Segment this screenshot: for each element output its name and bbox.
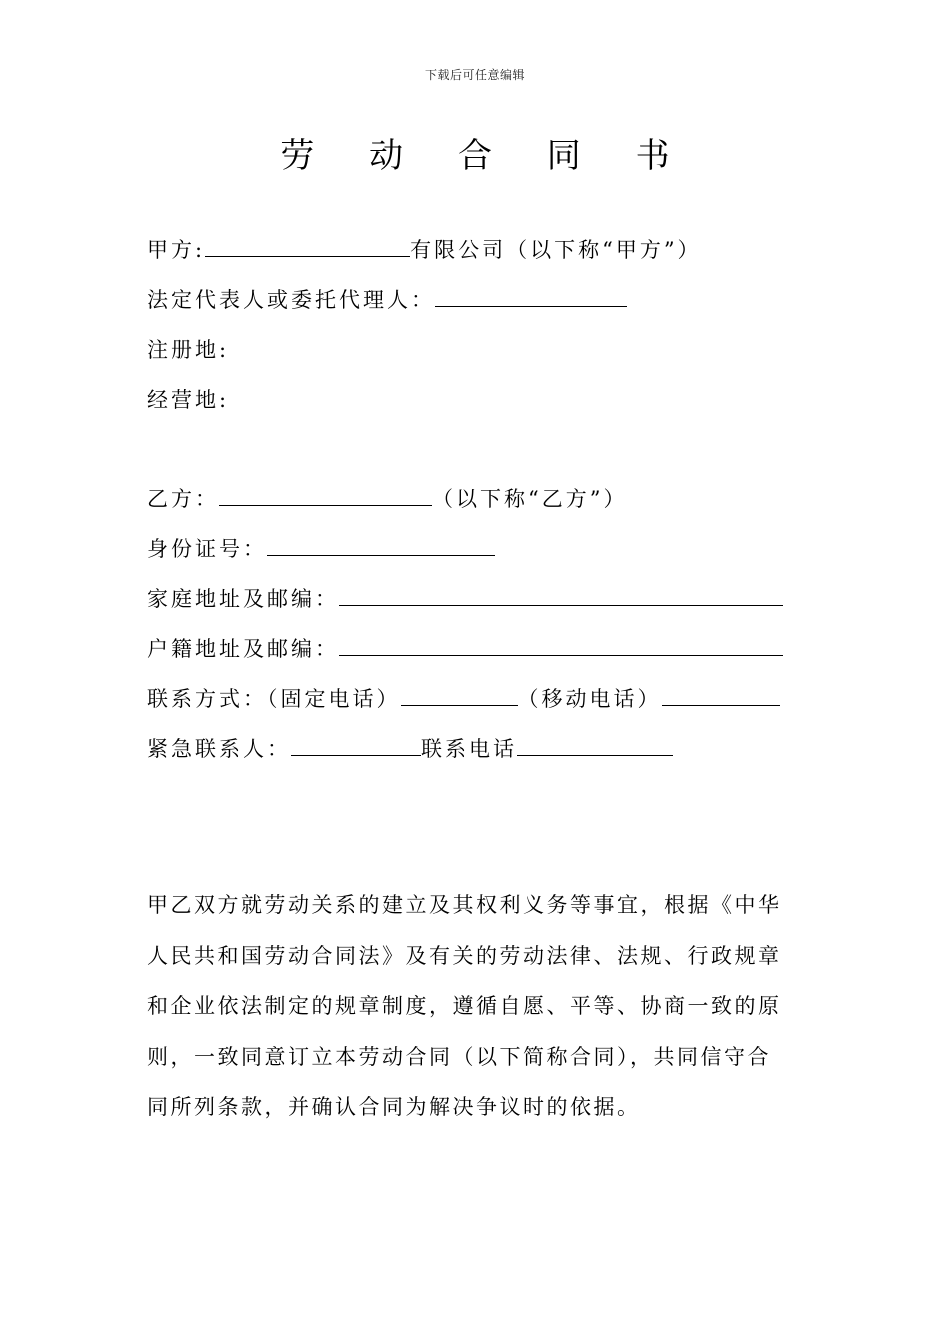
party-a-rep-field[interactable] — [435, 284, 627, 307]
party-b-emergency-phone-label: 联系电话 — [421, 737, 517, 761]
party-b-household-line — [147, 633, 783, 665]
party-b-name-field[interactable] — [219, 483, 432, 506]
party-b-contact-line — [147, 683, 780, 715]
party-a-registered-line — [147, 334, 229, 366]
header-note: 下载后可任意编辑 — [424, 68, 525, 82]
party-a-suffix: 有限公司（以下称“甲方”） — [410, 238, 702, 262]
intro-line: 和企业依法制定的规章制度，遵循自愿、平等、协商一致的原 — [147, 994, 782, 1018]
party-b-home-label: 家庭地址及邮编： — [147, 587, 339, 611]
party-a-rep-line — [147, 284, 627, 316]
intro-paragraph — [147, 880, 807, 1133]
party-a-rep-label: 法定代表人或委托代理人： — [147, 288, 435, 312]
intro-line: 则，一致同意订立本劳动合同（以下简称合同），共同信守合 — [147, 1044, 771, 1069]
party-b-id-line — [147, 533, 495, 565]
party-a-business-label: 经营地: — [147, 388, 230, 412]
document-title: 劳 动 合 同 书 — [280, 136, 692, 176]
intro-line: 甲乙双方就劳动关系的建立及其权利义务等事宜，根据《中华 — [147, 893, 782, 917]
party-b-emergency-contact-field[interactable] — [291, 733, 421, 756]
party-b-emergency-phone-field[interactable] — [517, 733, 673, 756]
party-b-home-line — [147, 583, 783, 615]
party-a-business-line — [147, 384, 229, 416]
party-b-contact-label: 联系方式：（固定电话） — [147, 687, 401, 711]
party-b-id-field[interactable] — [267, 533, 495, 556]
party-b-line — [147, 483, 627, 515]
intro-line: 人民共和国劳动合同法》及有关的劳动法律、法规、行政规章 — [147, 943, 782, 968]
party-b-suffix: （以下称“乙方”） — [432, 487, 628, 511]
party-b-home-field[interactable] — [339, 583, 783, 606]
party-a-label: 甲方: — [147, 238, 206, 262]
party-b-household-label: 户籍地址及邮编： — [147, 637, 339, 661]
party-b-label: 乙方： — [147, 487, 219, 511]
party-b-emergency-line — [147, 733, 673, 765]
party-a-name-field[interactable] — [205, 234, 410, 257]
party-b-household-field[interactable] — [339, 633, 783, 656]
party-b-emergency-label: 紧急联系人： — [147, 737, 291, 761]
party-b-id-label: 身份证号： — [147, 537, 267, 561]
party-b-landline-field[interactable] — [401, 683, 518, 706]
party-a-line — [147, 234, 702, 266]
intro-line: 同所列条款，并确认合同为解决争议时的依据。 — [147, 1095, 641, 1119]
party-b-mobile-label: （移动电话） — [517, 687, 662, 711]
party-a-registered-label: 注册地: — [147, 338, 230, 362]
party-b-mobile-field[interactable] — [662, 683, 780, 706]
